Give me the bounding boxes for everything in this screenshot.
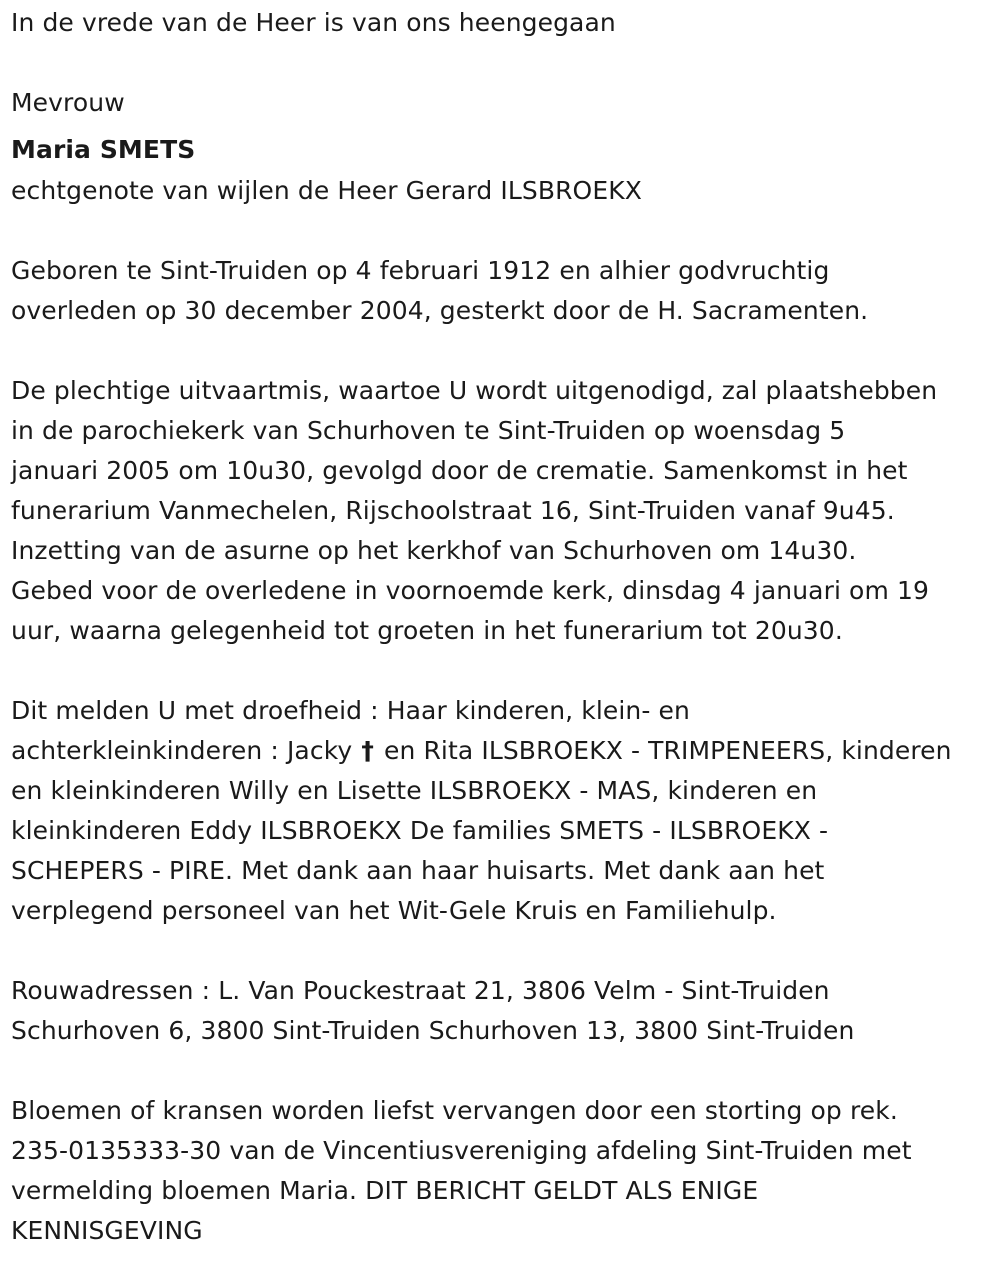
- paragraph-line: januari 2005 om 10u30, gevolgd door de crematie. Samenkomst in het: [11, 456, 908, 485]
- paragraph-line: KENNISGEVING: [11, 1216, 203, 1245]
- spacer: [11, 331, 996, 371]
- paragraph-line: funerarium Vanmechelen, Rijschoolstraat 16, Sint-Truiden vanaf 9u45.: [11, 496, 895, 525]
- paragraph-line: Bloemen of kransen worden liefst vervangen door een storting op rek.: [11, 1096, 898, 1125]
- spacer: [11, 651, 996, 691]
- paragraph-line: verplegend personeel van het Wit-Gele Kruis en Familiehulp.: [11, 896, 777, 925]
- paragraph-line: uur, waarna gelegenheid tot groeten in het funerarium tot 20u30.: [11, 616, 843, 645]
- family-paragraph: [11, 691, 996, 931]
- deceased-name: Maria SMETS: [11, 135, 196, 164]
- paragraph-line: SCHEPERS - PIRE. Met dank aan haar huisarts. Met dank aan het: [11, 856, 825, 885]
- spacer: [11, 211, 996, 251]
- salutation: Mevrouw: [11, 88, 125, 117]
- family-text-before-cross: achterkleinkinderen : Jacky: [11, 736, 353, 765]
- paragraph-line: 235-0135333-30 van de Vincentiusvereniging afdeling Sint-Truiden met: [11, 1136, 912, 1165]
- spacer: [11, 43, 996, 83]
- cross-icon: †: [361, 736, 374, 765]
- spouse-text: echtgenote van wijlen de Heer Gerard ILSBROEKX: [11, 176, 642, 205]
- paragraph-line: [11, 731, 996, 771]
- paragraph-line: De plechtige uitvaartmis, waartoe U wordt uitgenodigd, zal plaatshebben: [11, 376, 938, 405]
- paragraph-line: vermelding bloemen Maria. DIT BERICHT GELDT ALS ENIGE: [11, 1176, 759, 1205]
- intro-text: In de vrede van de Heer is van ons heengegaan: [11, 8, 616, 37]
- paragraph-line: Rouwadressen : L. Van Pouckestraat 21, 3806 Velm - Sint-Truiden: [11, 976, 830, 1005]
- funeral-paragraph: [11, 371, 996, 651]
- flowers-paragraph: [11, 1091, 996, 1251]
- paragraph-line: Inzetting van de asurne op het kerkhof van Schurhoven om 14u30.: [11, 536, 857, 565]
- paragraph-line: kleinkinderen Eddy ILSBROEKX De families SMETS - ILSBROEKX -: [11, 816, 829, 845]
- birth-death-paragraph: [11, 251, 996, 331]
- family-text-after-cross: en Rita ILSBROEKX - TRIMPENEERS, kinderen: [383, 736, 952, 765]
- paragraph-line: Geboren te Sint-Truiden op 4 februari 1912 en alhier godvruchtig: [11, 256, 830, 285]
- paragraph-line: overleden op 30 december 2004, gesterkt door de H. Sacramenten.: [11, 296, 869, 325]
- paragraph-line: Schurhoven 6, 3800 Sint-Truiden Schurhoven 13, 3800 Sint-Truiden: [11, 1016, 855, 1045]
- paragraph-line: Gebed voor de overledene in voornoemde kerk, dinsdag 4 januari om 19: [11, 576, 929, 605]
- death-notice: [11, 3, 996, 1251]
- paragraph-line: in de parochiekerk van Schurhoven te Sint-Truiden op woensdag 5: [11, 416, 846, 445]
- spacer: [11, 1051, 996, 1091]
- spacer: [11, 931, 996, 971]
- addresses-paragraph: [11, 971, 996, 1051]
- paragraph-line: en kleinkinderen Willy en Lisette ILSBROEKX - MAS, kinderen en: [11, 776, 818, 805]
- paragraph-line: Dit melden U met droefheid : Haar kinderen, klein- en: [11, 696, 690, 725]
